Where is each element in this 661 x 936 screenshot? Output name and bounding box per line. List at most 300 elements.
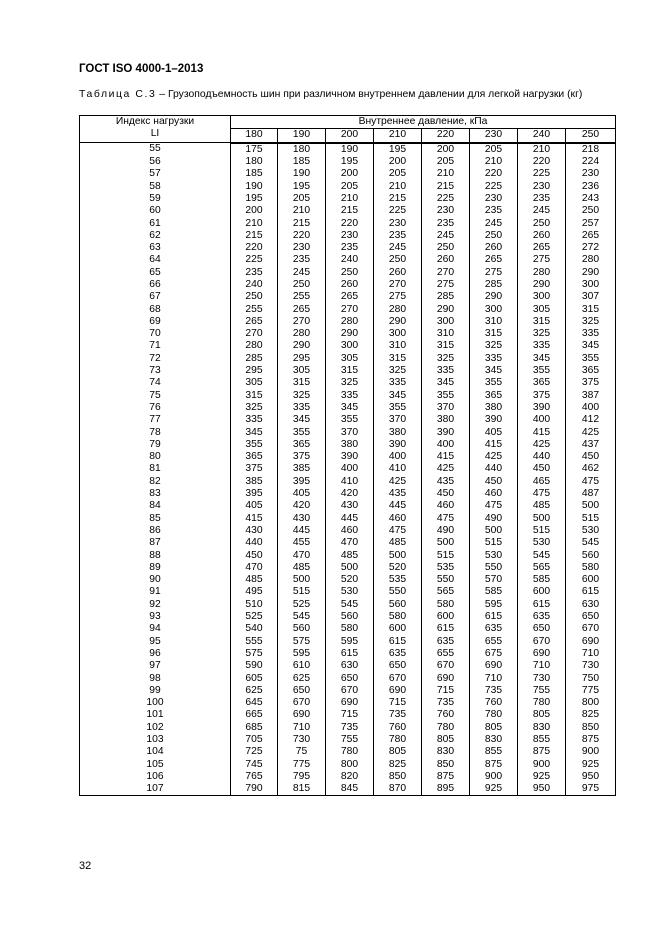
load-capacity-cell: 275 bbox=[470, 267, 518, 279]
load-capacity-cell: 265 bbox=[470, 254, 518, 266]
load-capacity-cell: 390 bbox=[326, 451, 374, 463]
load-capacity-cell: 580 bbox=[326, 623, 374, 635]
load-capacity-cell: 405 bbox=[470, 426, 518, 438]
load-capacity-cell: 790 bbox=[231, 783, 278, 796]
load-capacity-cell: 325 bbox=[566, 316, 616, 328]
load-index-cell: 68 bbox=[80, 303, 231, 315]
load-capacity-cell: 405 bbox=[278, 488, 326, 500]
load-index-cell: 64 bbox=[80, 254, 231, 266]
load-capacity-cell: 465 bbox=[518, 476, 566, 488]
load-capacity-cell: 265 bbox=[566, 230, 616, 242]
table-row bbox=[80, 180, 616, 192]
load-capacity-cell: 440 bbox=[231, 537, 278, 549]
load-capacity-cell: 425 bbox=[518, 439, 566, 451]
load-capacity-cell: 550 bbox=[374, 586, 422, 598]
load-capacity-cell: 485 bbox=[231, 574, 278, 586]
load-capacity-cell: 220 bbox=[470, 168, 518, 180]
load-capacity-cell: 325 bbox=[326, 377, 374, 389]
load-index-cell: 92 bbox=[80, 599, 231, 611]
load-index-cell: 90 bbox=[80, 574, 231, 586]
load-capacity-cell: 595 bbox=[326, 635, 374, 647]
load-capacity-cell: 500 bbox=[422, 537, 470, 549]
load-capacity-cell: 355 bbox=[326, 414, 374, 426]
load-capacity-cell: 230 bbox=[566, 168, 616, 180]
load-capacity-cell: 195 bbox=[278, 180, 326, 192]
load-capacity-cell: 535 bbox=[422, 562, 470, 574]
load-capacity-cell: 410 bbox=[374, 463, 422, 475]
load-capacity-cell: 485 bbox=[278, 562, 326, 574]
load-capacity-cell: 615 bbox=[518, 599, 566, 611]
load-capacity-cell: 280 bbox=[231, 340, 278, 352]
load-capacity-cell: 780 bbox=[374, 734, 422, 746]
load-capacity-cell: 205 bbox=[278, 193, 326, 205]
load-capacity-cell: 845 bbox=[326, 783, 374, 796]
load-capacity-cell: 850 bbox=[374, 771, 422, 783]
load-capacity-cell: 335 bbox=[422, 365, 470, 377]
load-capacity-cell: 285 bbox=[231, 353, 278, 365]
load-capacity-cell: 525 bbox=[278, 599, 326, 611]
load-capacity-cell: 335 bbox=[278, 402, 326, 414]
load-index-cell: 98 bbox=[80, 672, 231, 684]
load-capacity-cell: 305 bbox=[278, 365, 326, 377]
load-capacity-cell: 280 bbox=[374, 303, 422, 315]
load-capacity-cell: 395 bbox=[278, 476, 326, 488]
table-row bbox=[80, 660, 616, 672]
load-capacity-cell: 750 bbox=[566, 672, 616, 684]
load-capacity-cell: 780 bbox=[518, 697, 566, 709]
pressure-header-cell: 180 bbox=[231, 129, 278, 143]
load-capacity-cell: 450 bbox=[518, 463, 566, 475]
load-capacity-cell: 230 bbox=[518, 180, 566, 192]
load-capacity-cell: 225 bbox=[518, 168, 566, 180]
load-capacity-cell: 670 bbox=[326, 685, 374, 697]
load-capacity-cell: 615 bbox=[374, 635, 422, 647]
load-capacity-cell: 400 bbox=[422, 439, 470, 451]
load-capacity-cell: 410 bbox=[326, 476, 374, 488]
load-capacity-cell: 185 bbox=[278, 156, 326, 168]
load-capacity-cell: 205 bbox=[470, 143, 518, 156]
load-capacity-cell: 385 bbox=[231, 476, 278, 488]
load-capacity-cell: 520 bbox=[374, 562, 422, 574]
load-capacity-cell: 195 bbox=[374, 143, 422, 156]
load-capacity-cell: 755 bbox=[518, 685, 566, 697]
load-capacity-cell: 260 bbox=[518, 230, 566, 242]
load-capacity-cell: 255 bbox=[278, 291, 326, 303]
load-capacity-cell: 250 bbox=[326, 267, 374, 279]
load-capacity-cell: 390 bbox=[518, 402, 566, 414]
load-capacity-cell: 400 bbox=[566, 402, 616, 414]
load-capacity-cell: 365 bbox=[231, 451, 278, 463]
load-capacity-cell: 305 bbox=[518, 303, 566, 315]
load-capacity-cell: 500 bbox=[518, 513, 566, 525]
load-capacity-cell: 685 bbox=[231, 722, 278, 734]
load-capacity-cell: 460 bbox=[374, 513, 422, 525]
load-capacity-cell: 200 bbox=[374, 156, 422, 168]
load-capacity-cell: 670 bbox=[278, 697, 326, 709]
load-capacity-cell: 255 bbox=[231, 303, 278, 315]
load-capacity-cell: 243 bbox=[566, 193, 616, 205]
load-capacity-cell: 335 bbox=[231, 414, 278, 426]
table-row bbox=[80, 463, 616, 475]
load-capacity-cell: 545 bbox=[518, 549, 566, 561]
load-capacity-cell: 535 bbox=[374, 574, 422, 586]
load-capacity-cell: 455 bbox=[278, 537, 326, 549]
load-capacity-cell: 925 bbox=[566, 758, 616, 770]
load-capacity-cell: 440 bbox=[470, 463, 518, 475]
load-index-cell: 100 bbox=[80, 697, 231, 709]
load-capacity-cell: 515 bbox=[278, 586, 326, 598]
load-capacity-cell: 315 bbox=[374, 353, 422, 365]
load-capacity-cell: 220 bbox=[326, 217, 374, 229]
load-capacity-cell: 250 bbox=[470, 230, 518, 242]
load-capacity-cell: 215 bbox=[278, 217, 326, 229]
load-capacity-cell: 245 bbox=[518, 205, 566, 217]
load-capacity-cell: 425 bbox=[374, 476, 422, 488]
table-row bbox=[80, 230, 616, 242]
table-row bbox=[80, 722, 616, 734]
load-capacity-cell: 370 bbox=[422, 402, 470, 414]
load-capacity-cell: 260 bbox=[470, 242, 518, 254]
load-capacity-cell: 545 bbox=[566, 537, 616, 549]
load-index-cell: 104 bbox=[80, 746, 231, 758]
load-capacity-cell: 412 bbox=[566, 414, 616, 426]
load-index-cell: 86 bbox=[80, 525, 231, 537]
load-capacity-cell: 250 bbox=[422, 242, 470, 254]
load-capacity-cell: 325 bbox=[278, 390, 326, 402]
load-capacity-cell: 265 bbox=[326, 291, 374, 303]
load-capacity-cell: 210 bbox=[326, 193, 374, 205]
load-capacity-cell: 435 bbox=[374, 488, 422, 500]
load-capacity-cell: 470 bbox=[278, 549, 326, 561]
load-capacity-cell: 875 bbox=[518, 746, 566, 758]
table-row bbox=[80, 709, 616, 721]
table-row bbox=[80, 783, 616, 796]
load-capacity-cell: 530 bbox=[518, 537, 566, 549]
load-capacity-cell: 210 bbox=[374, 180, 422, 192]
page-number: 32 bbox=[79, 860, 92, 872]
pressure-header-cell: 210 bbox=[374, 129, 422, 143]
load-capacity-cell: 460 bbox=[422, 500, 470, 512]
load-capacity-cell: 600 bbox=[518, 586, 566, 598]
load-capacity-cell: 275 bbox=[374, 291, 422, 303]
table-row bbox=[80, 562, 616, 574]
load-capacity-cell: 545 bbox=[326, 599, 374, 611]
table-row bbox=[80, 476, 616, 488]
load-capacity-cell: 560 bbox=[374, 599, 422, 611]
load-capacity-cell: 300 bbox=[518, 291, 566, 303]
load-capacity-cell: 650 bbox=[518, 623, 566, 635]
load-capacity-cell: 850 bbox=[422, 758, 470, 770]
load-capacity-cell: 550 bbox=[470, 562, 518, 574]
load-capacity-cell: 315 bbox=[470, 328, 518, 340]
load-capacity-cell: 275 bbox=[422, 279, 470, 291]
load-capacity-cell: 437 bbox=[566, 439, 616, 451]
load-index-cell: 85 bbox=[80, 513, 231, 525]
load-capacity-cell: 615 bbox=[566, 586, 616, 598]
load-capacity-cell: 975 bbox=[566, 783, 616, 796]
table-row bbox=[80, 635, 616, 647]
load-capacity-cell: 315 bbox=[518, 316, 566, 328]
load-index-cell: 59 bbox=[80, 193, 231, 205]
load-capacity-cell: 235 bbox=[326, 242, 374, 254]
load-capacity-cell: 440 bbox=[518, 451, 566, 463]
load-capacity-cell: 190 bbox=[231, 180, 278, 192]
load-capacity-cell: 675 bbox=[470, 648, 518, 660]
load-index-cell: 74 bbox=[80, 377, 231, 389]
table-row bbox=[80, 340, 616, 352]
load-capacity-cell: 260 bbox=[326, 279, 374, 291]
load-capacity-cell: 365 bbox=[470, 390, 518, 402]
load-capacity-cell: 210 bbox=[470, 156, 518, 168]
load-capacity-cell: 310 bbox=[422, 328, 470, 340]
load-capacity-cell: 705 bbox=[231, 734, 278, 746]
load-capacity-cell: 290 bbox=[326, 328, 374, 340]
load-capacity-cell: 420 bbox=[326, 488, 374, 500]
load-capacity-cell: 220 bbox=[231, 242, 278, 254]
load-capacity-cell: 305 bbox=[231, 377, 278, 389]
load-capacity-cell: 190 bbox=[278, 168, 326, 180]
load-capacity-cell: 515 bbox=[470, 537, 518, 549]
load-capacity-cell: 375 bbox=[566, 377, 616, 389]
table-row bbox=[80, 685, 616, 697]
table-row bbox=[80, 353, 616, 365]
load-capacity-cell: 635 bbox=[470, 623, 518, 635]
load-capacity-cell: 530 bbox=[470, 549, 518, 561]
load-capacity-cell: 230 bbox=[470, 193, 518, 205]
load-capacity-cell: 380 bbox=[422, 414, 470, 426]
table-row bbox=[80, 193, 616, 205]
table-row bbox=[80, 217, 616, 229]
load-capacity-cell: 260 bbox=[422, 254, 470, 266]
load-capacity-cell: 380 bbox=[374, 426, 422, 438]
load-capacity-cell: 430 bbox=[231, 525, 278, 537]
load-capacity-cell: 530 bbox=[566, 525, 616, 537]
load-capacity-cell: 225 bbox=[422, 193, 470, 205]
load-capacity-cell: 765 bbox=[231, 771, 278, 783]
load-capacity-cell: 670 bbox=[566, 623, 616, 635]
load-capacity-cell: 415 bbox=[422, 451, 470, 463]
load-capacity-cell: 735 bbox=[326, 722, 374, 734]
load-capacity-cell: 230 bbox=[374, 217, 422, 229]
load-capacity-cell: 487 bbox=[566, 488, 616, 500]
load-capacity-cell: 462 bbox=[566, 463, 616, 475]
load-capacity-cell: 236 bbox=[566, 180, 616, 192]
load-capacity-cell: 265 bbox=[518, 242, 566, 254]
pressure-header-cell: 200 bbox=[326, 129, 374, 143]
load-capacity-cell: 855 bbox=[518, 734, 566, 746]
load-capacity-cell: 745 bbox=[231, 758, 278, 770]
load-capacity-cell: 515 bbox=[422, 549, 470, 561]
load-capacity-cell: 725 bbox=[231, 746, 278, 758]
load-capacity-cell: 575 bbox=[278, 635, 326, 647]
table-row bbox=[80, 143, 616, 156]
load-capacity-cell: 370 bbox=[326, 426, 374, 438]
load-capacity-cell: 180 bbox=[278, 143, 326, 156]
load-index-cell: 80 bbox=[80, 451, 231, 463]
load-capacity-cell: 485 bbox=[374, 537, 422, 549]
load-capacity-cell: 190 bbox=[326, 143, 374, 156]
load-capacity-cell: 230 bbox=[326, 230, 374, 242]
load-capacity-cell: 780 bbox=[470, 709, 518, 721]
load-capacity-cell: 830 bbox=[422, 746, 470, 758]
load-capacity-cell: 650 bbox=[566, 611, 616, 623]
load-capacity-cell: 390 bbox=[374, 439, 422, 451]
load-capacity-cell: 290 bbox=[278, 340, 326, 352]
load-capacity-cell: 270 bbox=[422, 267, 470, 279]
load-capacity-cell: 245 bbox=[374, 242, 422, 254]
load-capacity-cell: 365 bbox=[278, 439, 326, 451]
load-capacity-cell: 830 bbox=[470, 734, 518, 746]
load-capacity-cell: 205 bbox=[326, 180, 374, 192]
load-capacity-cell: 450 bbox=[422, 488, 470, 500]
load-capacity-cell: 345 bbox=[470, 365, 518, 377]
load-capacity-cell: 565 bbox=[422, 586, 470, 598]
load-capacity-cell: 240 bbox=[326, 254, 374, 266]
load-capacity-cell: 335 bbox=[470, 353, 518, 365]
load-capacity-cell: 515 bbox=[566, 513, 616, 525]
load-capacity-cell: 615 bbox=[422, 623, 470, 635]
load-capacity-cell: 335 bbox=[326, 390, 374, 402]
load-index-cell: 102 bbox=[80, 722, 231, 734]
load-capacity-cell: 425 bbox=[470, 451, 518, 463]
load-capacity-cell: 500 bbox=[566, 500, 616, 512]
load-capacity-cell: 400 bbox=[374, 451, 422, 463]
load-capacity-cell: 275 bbox=[518, 254, 566, 266]
table-row bbox=[80, 328, 616, 340]
table-row bbox=[80, 451, 616, 463]
load-capacity-cell: 585 bbox=[518, 574, 566, 586]
load-index-cell: 55 bbox=[80, 143, 231, 156]
load-capacity-cell: 690 bbox=[566, 635, 616, 647]
load-capacity-cell: 345 bbox=[566, 340, 616, 352]
load-capacity-cell: 300 bbox=[470, 303, 518, 315]
load-capacity-cell: 690 bbox=[518, 648, 566, 660]
table-row bbox=[80, 168, 616, 180]
load-capacity-cell: 355 bbox=[231, 439, 278, 451]
load-capacity-cell: 240 bbox=[231, 279, 278, 291]
load-capacity-cell: 655 bbox=[422, 648, 470, 660]
load-capacity-cell: 395 bbox=[231, 488, 278, 500]
load-capacity-cell: 235 bbox=[422, 217, 470, 229]
load-capacity-cell: 290 bbox=[470, 291, 518, 303]
load-capacity-cell: 475 bbox=[470, 500, 518, 512]
pressure-header-cell: 240 bbox=[518, 129, 566, 143]
load-capacity-cell: 500 bbox=[278, 574, 326, 586]
load-capacity-cell: 560 bbox=[566, 549, 616, 561]
load-index-cell: 76 bbox=[80, 402, 231, 414]
table-row bbox=[80, 488, 616, 500]
load-capacity-cell: 370 bbox=[374, 414, 422, 426]
load-capacity-cell: 615 bbox=[470, 611, 518, 623]
load-capacity-cell: 490 bbox=[422, 525, 470, 537]
load-capacity-cell: 510 bbox=[231, 599, 278, 611]
load-capacity-cell: 380 bbox=[470, 402, 518, 414]
load-capacity-cell: 755 bbox=[326, 734, 374, 746]
load-capacity-cell: 900 bbox=[518, 758, 566, 770]
load-capacity-cell: 325 bbox=[470, 340, 518, 352]
load-capacity-cell: 315 bbox=[422, 340, 470, 352]
load-index-cell: 61 bbox=[80, 217, 231, 229]
table-row bbox=[80, 414, 616, 426]
load-capacity-cell: 820 bbox=[326, 771, 374, 783]
load-capacity-cell: 545 bbox=[278, 611, 326, 623]
load-capacity-cell: 390 bbox=[422, 426, 470, 438]
load-capacity-cell: 335 bbox=[518, 340, 566, 352]
load-capacity-cell: 715 bbox=[422, 685, 470, 697]
load-capacity-cell: 355 bbox=[422, 390, 470, 402]
load-capacity-cell: 295 bbox=[231, 365, 278, 377]
pressure-header: Внутреннее давление, кПа bbox=[231, 116, 616, 129]
load-capacity-cell: 205 bbox=[374, 168, 422, 180]
load-capacity-cell: 825 bbox=[566, 709, 616, 721]
load-capacity-cell: 380 bbox=[326, 439, 374, 451]
load-capacity-cell: 875 bbox=[470, 758, 518, 770]
load-capacity-cell: 355 bbox=[470, 377, 518, 389]
table-row bbox=[80, 291, 616, 303]
load-capacity-cell: 850 bbox=[566, 722, 616, 734]
load-index-cell: 73 bbox=[80, 365, 231, 377]
load-capacity-cell: 265 bbox=[231, 316, 278, 328]
load-capacity-cell: 490 bbox=[470, 513, 518, 525]
load-capacity-cell: 235 bbox=[278, 254, 326, 266]
load-capacity-cell: 460 bbox=[326, 525, 374, 537]
load-capacity-cell: 210 bbox=[422, 168, 470, 180]
pressure-header-cell: 250 bbox=[566, 129, 616, 143]
table-row bbox=[80, 549, 616, 561]
load-capacity-cell: 565 bbox=[518, 562, 566, 574]
table-row bbox=[80, 513, 616, 525]
load-index-cell: 83 bbox=[80, 488, 231, 500]
load-capacity-cell: 690 bbox=[278, 709, 326, 721]
load-capacity-cell: 760 bbox=[422, 709, 470, 721]
table-caption-text: – Грузоподъемность шин при различном внутреннем давлении для легкой нагрузки (кг) bbox=[156, 89, 583, 100]
load-capacity-cell: 325 bbox=[374, 365, 422, 377]
load-capacity-cell: 305 bbox=[326, 353, 374, 365]
load-capacity-cell: 445 bbox=[374, 500, 422, 512]
load-index-cell: 79 bbox=[80, 439, 231, 451]
load-capacity-cell: 180 bbox=[231, 156, 278, 168]
load-capacity-cell: 500 bbox=[470, 525, 518, 537]
table-row bbox=[80, 746, 616, 758]
load-capacity-cell: 570 bbox=[470, 574, 518, 586]
load-capacity-cell: 220 bbox=[518, 156, 566, 168]
load-capacity-cell: 290 bbox=[566, 267, 616, 279]
load-capacity-cell: 290 bbox=[374, 316, 422, 328]
load-capacity-cell: 200 bbox=[422, 143, 470, 156]
load-index-cell: 65 bbox=[80, 267, 231, 279]
table-row bbox=[80, 771, 616, 783]
load-capacity-cell: 300 bbox=[374, 328, 422, 340]
load-capacity-cell: 235 bbox=[470, 205, 518, 217]
load-index-cell: 89 bbox=[80, 562, 231, 574]
load-capacity-cell: 495 bbox=[231, 586, 278, 598]
table-row bbox=[80, 525, 616, 537]
table-caption-prefix: Таблица С.3 bbox=[79, 89, 157, 100]
load-capacity-cell: 430 bbox=[326, 500, 374, 512]
load-capacity-cell: 445 bbox=[326, 513, 374, 525]
load-capacity-cell: 300 bbox=[566, 279, 616, 291]
load-capacity-cell: 630 bbox=[326, 660, 374, 672]
load-capacity-cell: 520 bbox=[326, 574, 374, 586]
load-capacity-cell: 310 bbox=[470, 316, 518, 328]
load-capacity-cell: 630 bbox=[566, 599, 616, 611]
table-row bbox=[80, 242, 616, 254]
load-capacity-cell: 710 bbox=[566, 648, 616, 660]
load-index-cell: 95 bbox=[80, 635, 231, 647]
table-row bbox=[80, 439, 616, 451]
table-row bbox=[80, 623, 616, 635]
load-index-cell: 77 bbox=[80, 414, 231, 426]
